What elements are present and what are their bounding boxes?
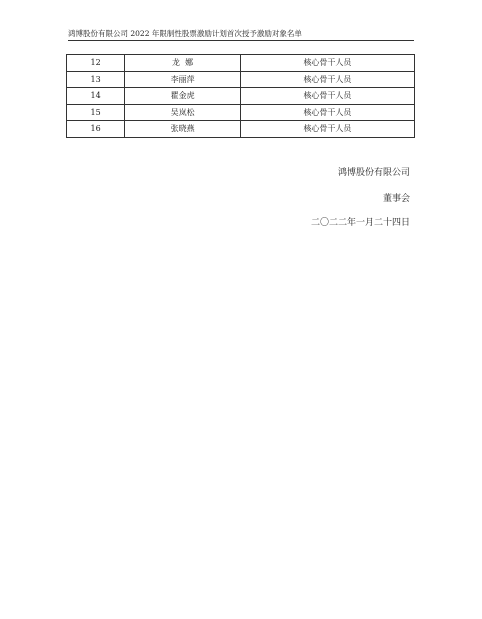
table-row bbox=[67, 88, 415, 105]
table-row bbox=[67, 104, 415, 121]
signature-date: 二〇二二年一月二十四日 bbox=[310, 218, 410, 228]
recipient-name: 瞿金虎 bbox=[125, 88, 241, 105]
recipient-role: 核心骨干人员 bbox=[240, 121, 414, 138]
recipient-name: 龙 娜 bbox=[125, 55, 241, 72]
document-header bbox=[68, 29, 414, 41]
signature-company: 鸿博股份有限公司 bbox=[337, 168, 410, 178]
table-row bbox=[67, 121, 415, 138]
recipient-name: 李丽萍 bbox=[125, 71, 241, 88]
row-number: 16 bbox=[67, 121, 125, 138]
row-number: 13 bbox=[67, 71, 125, 88]
row-number: 12 bbox=[67, 55, 125, 72]
table-row bbox=[67, 71, 415, 88]
recipient-role: 核心骨干人员 bbox=[240, 71, 414, 88]
row-number: 14 bbox=[67, 88, 125, 105]
table-row bbox=[67, 55, 415, 72]
incentive-recipient-table bbox=[66, 54, 415, 138]
recipient-role: 核心骨干人员 bbox=[240, 88, 414, 105]
signature-board: 董事会 bbox=[382, 194, 410, 204]
recipient-name: 张晓燕 bbox=[125, 121, 241, 138]
recipient-role: 核心骨干人员 bbox=[240, 104, 414, 121]
recipient-role: 核心骨干人员 bbox=[240, 55, 414, 72]
document-title: 鸿博股份有限公司 2022 年限制性股票激励计划首次授予激励对象名单 bbox=[68, 29, 302, 38]
row-number: 15 bbox=[67, 104, 125, 121]
recipient-name: 吴岚松 bbox=[125, 104, 241, 121]
